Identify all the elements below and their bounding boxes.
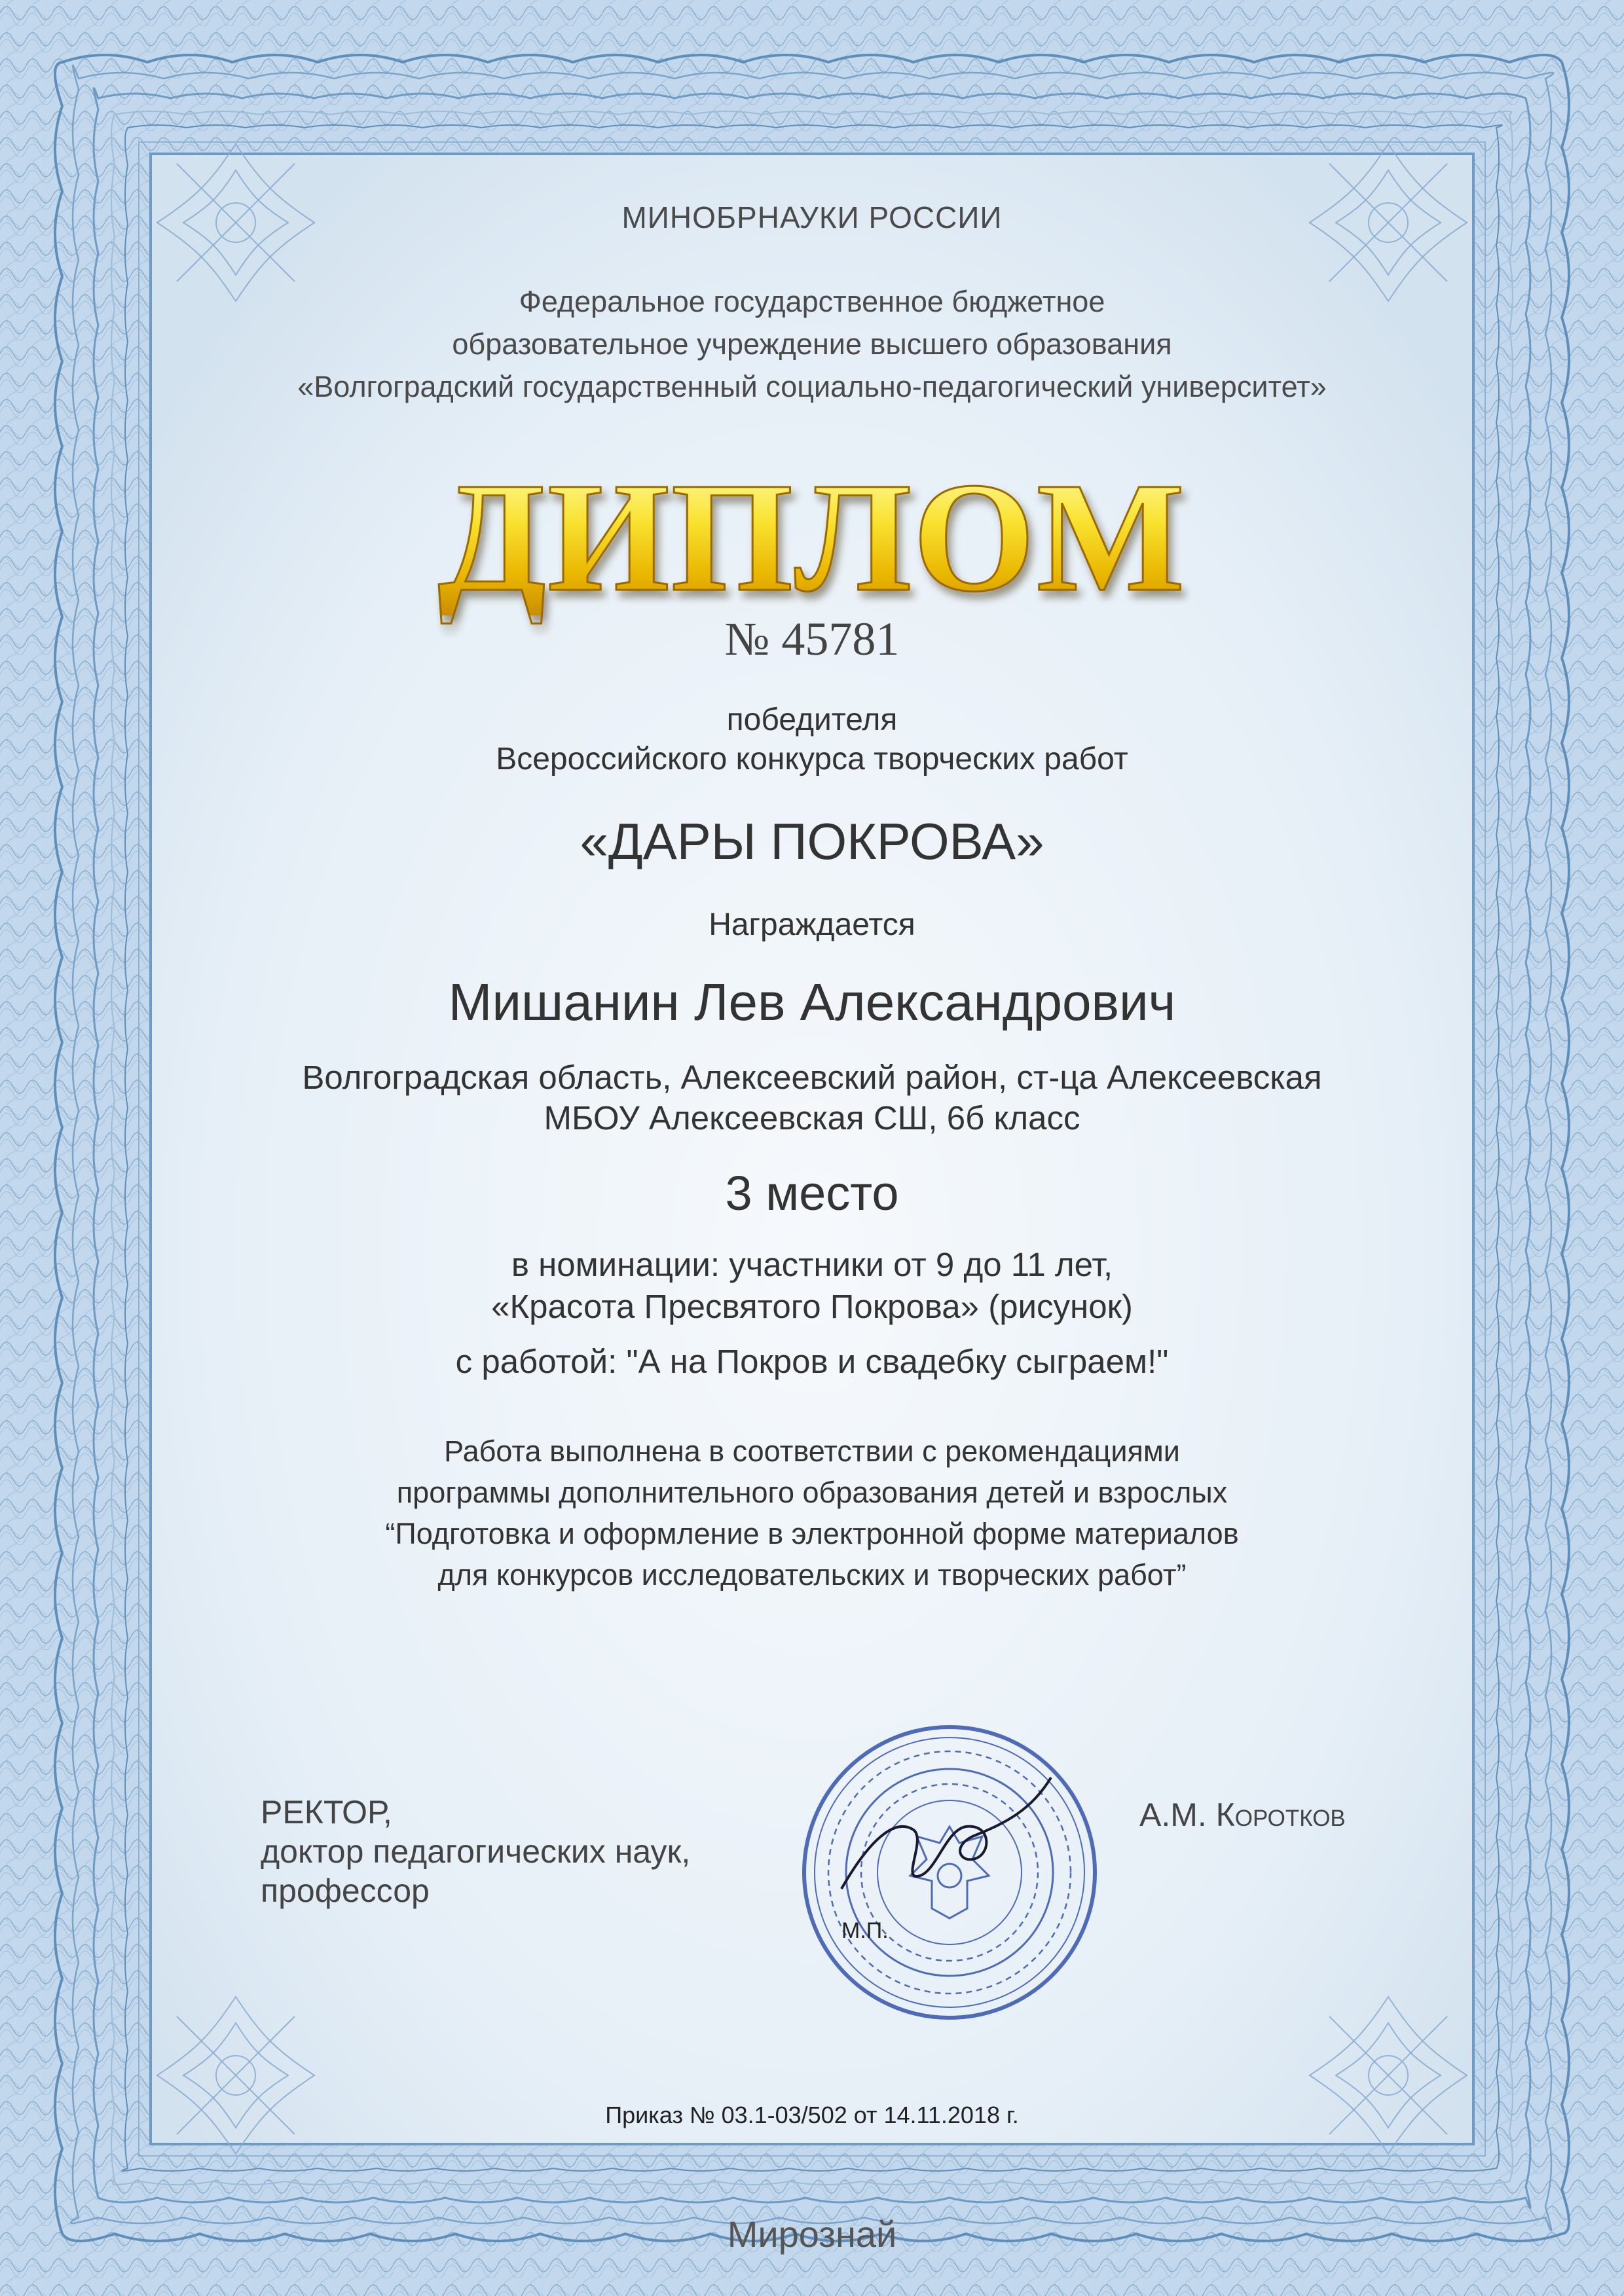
address-line: Волгоградская область, Алексеевский район, ст-ца Алексеевская (302, 1059, 1322, 1096)
rector-line: профессор (261, 1872, 430, 1909)
diploma-title: ДИПЛОМ (0, 458, 1624, 615)
note-line: программы дополнительного образования детей и взрослых (396, 1476, 1228, 1509)
nomination (0, 1244, 1624, 1328)
contest-name: «ДАРЫ ПОКРОВА» (580, 812, 1044, 870)
place: 3 место (725, 1166, 899, 1220)
program-note (0, 1430, 1624, 1595)
official-seal (796, 1719, 1103, 2026)
organization-line: Федеральное государственное бюджетное (519, 285, 1105, 318)
rector-title (261, 1793, 690, 1910)
ministry-heading: МИНОБРНАУКИ РОССИИ (621, 200, 1003, 234)
winner-block (0, 701, 1624, 779)
order-reference: Приказ № 03.1-03/502 от 14.11.2018 г. (605, 2102, 1019, 2128)
organization-name (0, 280, 1624, 408)
brand-name: Мирознай (727, 2214, 897, 2255)
contest-description: Всероссийского конкурса творческих работ (496, 742, 1128, 776)
note-line: для конкурсов исследовательских и творческих работ” (437, 1558, 1187, 1592)
address-line: МБОУ Алексеевская СШ, 6б класс (544, 1099, 1080, 1137)
nomination-line: в номинации: участники от 9 до 11 лет, (511, 1246, 1113, 1283)
rector-line: РЕКТОР, (261, 1794, 392, 1831)
diploma-number: № 45781 (724, 613, 900, 665)
note-line: Работа выполнена в соответствии с рекомендациями (444, 1434, 1180, 1468)
awarded-label: Награждается (709, 907, 915, 942)
rector-line: доктор педагогических наук, (261, 1833, 691, 1870)
awardee-name: Мишанин Лев Александрович (448, 973, 1176, 1031)
winner-label: победителя (726, 702, 898, 737)
work-title: с работой: "А на Покров и свадебку сыграем!" (455, 1343, 1169, 1380)
signatory-name: А.М. Коротков (1139, 1796, 1346, 1833)
nomination-line: «Красота Пресвятого Покрова» (рисунок) (491, 1288, 1133, 1325)
organization-line: «Волгоградский государственный социально-педагогический университет» (297, 370, 1327, 403)
organization-line: образовательное учреждение высшего образования (452, 327, 1172, 361)
seal-label: М.П. (841, 1918, 889, 1943)
awardee-address (0, 1057, 1624, 1139)
note-line: “Подготовка и оформление в электронной форме материалов (385, 1517, 1239, 1550)
